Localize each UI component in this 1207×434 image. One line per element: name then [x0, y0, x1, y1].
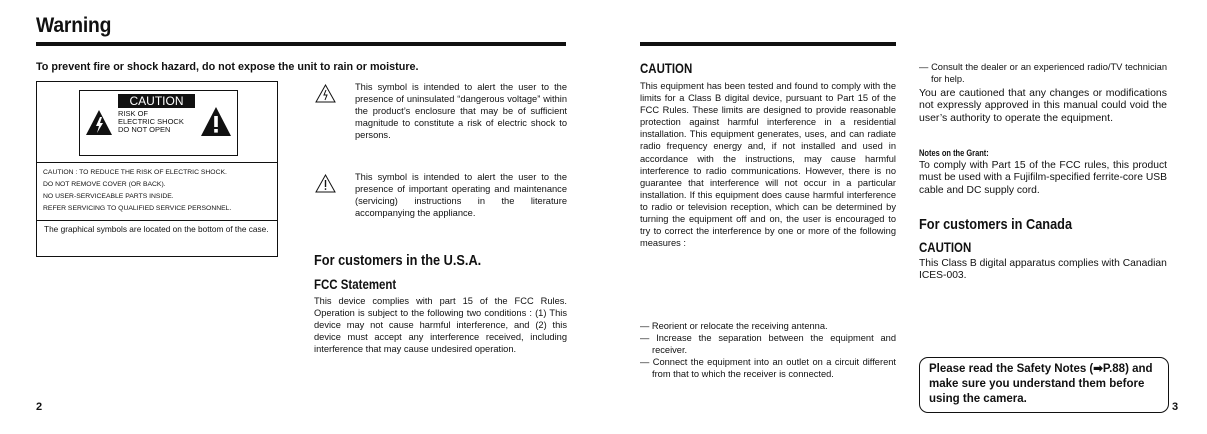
page-title: Warning — [36, 14, 112, 37]
caution-instructions — [37, 164, 277, 221]
measures-list — [640, 320, 896, 380]
page-number-left: 2 — [36, 401, 43, 413]
fcc-statement-text: This device complies with part 15 of the FCC Rules. Operation is subject to the following two conditions : (1) This device may not cause harmful interference, and (2) this device must accept any interference received, including interference that may cause undesired operation. — [314, 296, 567, 355]
exclamation-warning-icon — [200, 106, 232, 137]
caution-label-title: CAUTION — [118, 94, 195, 108]
safety-note-text: Please read the Safety Notes (➡P.88) and make sure you understand them before using the camera. — [929, 363, 1153, 405]
caution-body-text: This equipment has been tested and found to comply with the limits for a Class B digital device, pursuant to Part 15 of the FCC Rules. These limits are designed to provide reasonable protection against harmful interference in a residential installation. This equipment generates, uses, and can radiate radio frequency energy and, if not installed and used in accordance with the instructions, may cause harmful interference to radio communications. However, there is no guarantee that interference will not occur in a particular installation. If this equipment does cause harmful interference to radio or television reception, which can be determined by turning the equipment off and on, the user is encouraged to try to correct the interference by one or more of the following measures : — [640, 81, 896, 249]
instruction-line: CAUTION : TO REDUCE THE RISK OF ELECTRIC SHOCK. — [43, 169, 227, 176]
instruction-line: NO USER-SERVICEABLE PARTS INSIDE. — [43, 193, 174, 200]
symbol-exclamation-text: This symbol is intended to alert the user to the presence of important operating and maintenance (servicing) instructions in the literature accompanying the appliance. — [355, 172, 567, 219]
measure-item: — Connect the equipment into an outlet on a circuit different from that to which the receiver is connected. — [640, 357, 896, 380]
caution-label-top — [37, 82, 277, 163]
canada-heading: For customers in Canada — [919, 216, 1073, 233]
caution-label-box — [36, 81, 278, 257]
title-rule — [36, 42, 566, 46]
risk-line: RISK OF — [118, 109, 149, 118]
canada-text: This Class B digital apparatus complies with Canadian ICES-003. — [919, 258, 1167, 282]
grant-text: To comply with Part 15 of the FCC rules, this product must be used with a Fujifilm-specified ferrite-core USB cable and DC supply cord. — [919, 160, 1167, 196]
measure-item: — Reorient or relocate the receiving antenna. — [640, 321, 828, 331]
symbol-voltage-text: This symbol is intended to alert the user to the presence of uninsulated “dangerous voltage” within the product’s enclosure that may be of sufficient magnitude to constitute a risk of electric shock to persons. — [355, 82, 567, 141]
caution-label-footer: The graphical symbols are located on the bottom of the case. — [44, 224, 269, 234]
canada-caution-heading: CAUTION — [919, 240, 972, 255]
cautioned-text: You are cautioned that any changes or modifications not expressly approved in this manual could void the user’s authority to operate the equipment. — [919, 87, 1167, 124]
usa-heading: For customers in the U.S.A. — [314, 252, 482, 269]
consult-text: — Consult the dealer or an experienced radio/TV technician for help. — [919, 62, 1167, 85]
instruction-line: REFER SERVICING TO QUALIFIED SERVICE PERSONNEL. — [43, 205, 232, 212]
page-number-right: 3 — [1172, 401, 1179, 413]
measure-item: — Increase the separation between the equipment and receiver. — [640, 333, 896, 356]
right-rule — [640, 42, 896, 46]
risk-text — [118, 110, 184, 135]
risk-line: DO NOT OPEN — [118, 125, 171, 135]
caution-heading: CAUTION — [640, 61, 693, 76]
dangerous-voltage-symbol-icon — [315, 84, 336, 103]
risk-line: ELECTRIC SHOCK — [118, 117, 184, 127]
warning-subtitle: To prevent fire or shock hazard, do not expose the unit to rain or moisture. — [36, 61, 419, 73]
lightning-warning-icon — [85, 109, 113, 136]
safety-note-box — [919, 357, 1169, 413]
grant-heading: Notes on the Grant: — [919, 148, 989, 158]
consult-item — [919, 61, 1167, 85]
fcc-heading: FCC Statement — [314, 277, 397, 292]
instruction-line: DO NOT REMOVE COVER (OR BACK). — [43, 181, 166, 188]
exclamation-symbol-icon — [315, 174, 336, 193]
